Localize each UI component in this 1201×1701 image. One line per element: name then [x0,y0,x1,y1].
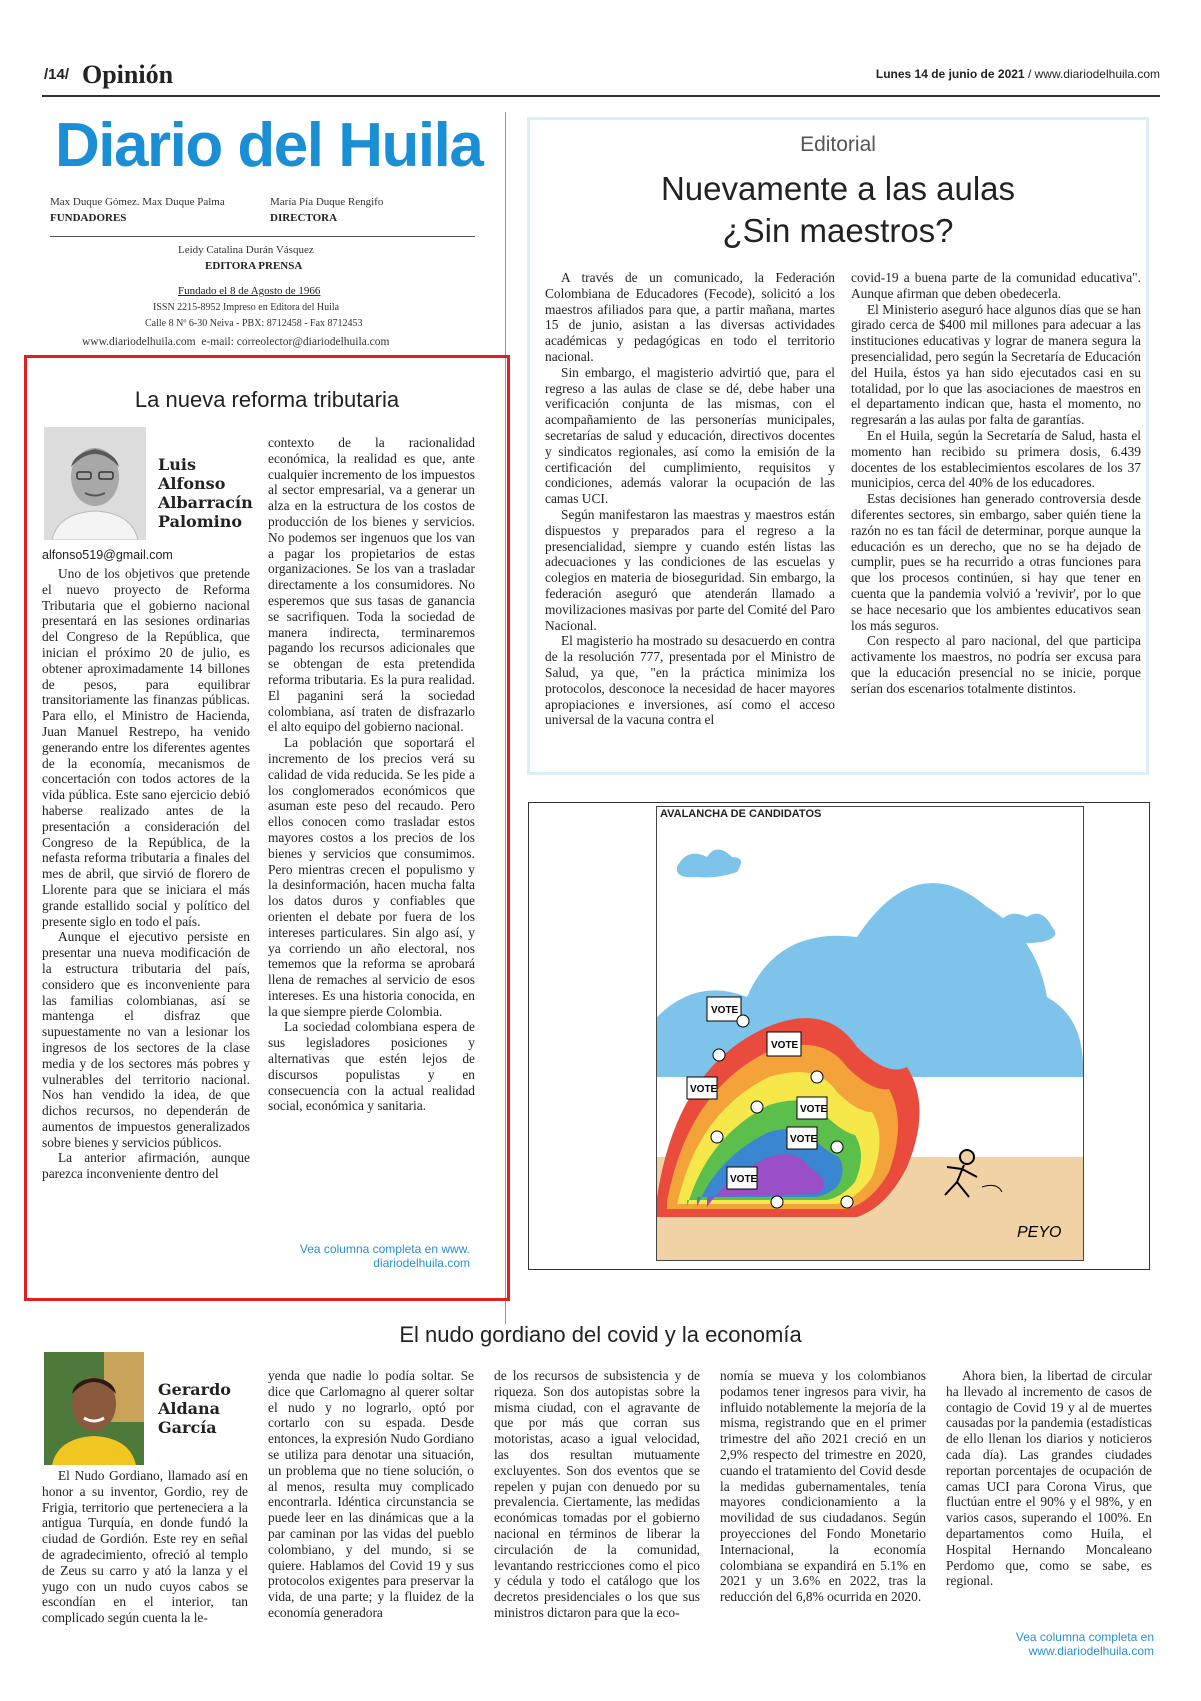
masthead-logo: Diario del Huila [55,111,483,180]
column-more-link[interactable] [250,1242,470,1270]
column-paragraph: La anterior afirmación, aunque parezca inconveniente dentro del [42,1150,250,1182]
editorial-paragraph: En el Huila, según la Secretaría de Salud, hasta el momento han recibido su primera dosis, 6.439 docentes de los establecimientos escolares de los 37 municipios, cerca del 40% de los educadores. [851,427,1141,491]
cartoon-title: AVALANCHA DE CANDIDATOS [660,808,822,820]
address-line: Calle 8 Nº 6-30 Neiva - PBX: 8712458 - Fax 8712453 [145,318,363,329]
column-body-2 [268,435,475,1220]
author-name-line: Gerardo [158,1380,231,1399]
editorial-label: Editorial [800,133,876,156]
author-name-line: Palomino [158,512,243,531]
editorial-paragraph: covid-19 a buena parte de la comunidad educativa". Aunque afirman que deben obedecerla. [851,270,1141,301]
editorial-paragraph: Con respecto al paro nacional, del que participa activamente los maestros, no podría ser excusa para que la educación presencial no se inicie, porque serían dos escenarios totalmente distintos. [851,633,1141,696]
vote-sign: VOTE [711,1005,739,1016]
header-rule [42,95,1160,97]
editor-label: EDITORA PRENSA [205,260,303,272]
more-link-line: Vea columna completa en [1015,1630,1154,1644]
more-link-line: Vea columna completa en www. [299,1242,470,1256]
editorial-title-line1: Nuevamente a las aulas [660,170,1016,207]
article-paragraph: El Nudo Gordiano, llamado así en honor a su inventor, Gordio, rey de Frigia, territorio que perteneciera a la antigua Turquía, en donde fundó la ciudad de Gordión. Este rey en señal de agradecimiento, ofreció al templo de Zeus su carro y ató la lanza y el yugo con un nudo cuyos cabos se escondían en el interior, tan complicado según cuenta la le- [42,1468,248,1626]
editorial-paragraph: Sin embargo, el magisterio advirtió que, para el regreso a las aulas de clase se dé, debe haber una verificación conjunta de las mismas, con el acompañamiento de las personerías municipales, secretarías de salud y educación, directivos docentes y sindicatos regionales, así como la emisión de la certificación del cumplimiento, requisitos y condiciones, además valorar la ocupación de las camas UCI. [545,364,835,507]
article-paragraph: nomía se mueva y los colombianos podamos tener ingresos para vivir, ha influido notablemente la mejoría de la misma, registrando que en el primer trimestre del año 2021 creció en un 2,9% respecto del trimestre en 2020, cuando el tratamiento del Covid desde la medidas gubernamentales, tenía mayores condicionamiento a la movilidad de sus ciudadanos. Según proyecciones del Fondo Monetario Internacional, la economía colombiana se expandirá en 5.1% en 2021 y un 3.6% en 2022, tras la reducción del 6,8% ocurrida en 2020. [720,1368,926,1605]
author-name [158,455,253,531]
bottom-article-column-4 [720,1368,926,1673]
vote-sign: VOTE [800,1104,828,1115]
author-photo [44,1352,144,1465]
masthead-rule [50,236,475,237]
author-portrait-icon [44,1352,144,1465]
vote-sign: VOTE [730,1174,758,1185]
editorial-title [527,168,1149,252]
editorial-paragraph: Estas decisiones han generado controversia desde diferentes sectores, sin embargo, saber quién tiene la razón no es tan fácil de determinar, porque aunque la educación es un derecho, que no se ha dejado de cumplir, pues se ha recurrido a otras funciones para que los procesos continúen, si hay que tener en cuenta que la pandemia volvió a 'revivir', por lo que se hace necesario que los ambientes educativos sean los más seguros. [851,491,1141,633]
more-link-line: www.diariodelhuila.com [1028,1644,1154,1658]
masthead-contact [82,336,389,348]
editorial-paragraph: El magisterio ha mostrado su desacuerdo en contra de la resolución 777, presentada por el Ministro de Salud, ya que, "en la práctica minimiza los protocolos, desconoce la necesidad de hacer mayores apropiaciones e inversiones, así como el acceso universal de la vacuna contra el [545,633,835,728]
vote-sign: VOTE [771,1040,799,1051]
vote-sign: VOTE [790,1134,818,1145]
author-name-line: Albarracín [158,493,253,512]
masthead-web-link[interactable]: www.diariodelhuila.com [82,336,196,348]
article-paragraph: yenda que nadie lo podía soltar. Se dice que Carlomagno al querer soltar el nudo y no lograrlo, optó por cortarlo con su espada. Desde entonces, la expresión Nudo Gordiano se utiliza para denotar una situación, un problema que no tiene solución, o al menos, resulta muy complicado encontrarla. Idéntica circunstancia se puede leer en las dinámicas que a la par caminan por las vidas del pueblo colombiano, y del mundo, si se quiere. Hablamos del Covid 19 y sus protocolos exigentes para preservar la vida, de una parte; y la fluidez de la economía generadora [268,1368,474,1620]
bottom-article-column-2 [268,1368,474,1673]
issn-line: ISSN 2215-8952 Impreso en Editora del Huila [153,302,340,313]
article-paragraph: Ahora bien, la libertad de circular ha llevado al incremento de casos de contagio de Covid 19 y al de muertes causadas por la pandemia (estadísticas de ello llenan los diarios y noticieros cada día). Las grandes ciudades reportan porcentajes de ocupación de camas UCI para Corona Virus, que fluctúan entre el 90% y el 98%, y en varios casos, superando el 100%. En departamentos como Huila, el Hospital Hernando Moncaleano Perdomo que, como se sabe, es regional. [946,1368,1152,1589]
founders-label: FUNDADORES [50,212,127,224]
bottom-more-link[interactable] [946,1630,1154,1658]
column-paragraph: Uno de los objetivos que pretende el nuevo proyecto de Reforma Tributaria que el gobierno nacional presentará en las sesiones ordinarias del Congreso de la República, que inician el próximo 20 de julio, es obtener aproximadamente 14 billones de pesos, para equilibrar transitoriamente las finanzas públicas. Para ello, el Ministro de Hacienda, Juan Manuel Restrepo, ha venido generando entre los diferentes agentes de la economía, mecanismos de concertación con todos actores de la vida pública. Este sano ejercicio debió haberse realizado antes de la presentación a consideración del Congreso de la República, de la nefasta reforma tributaria a finales del mes de abril, que sirvió de florero de Llorente para que se iniciara el más grande estallido social y político del presente siglo en todo el país. [42,566,250,929]
vote-sign: VOTE [690,1084,718,1095]
cartoon-illustration [657,807,1083,1260]
editorial-column-1 [545,270,835,755]
column-paragraph: La sociedad colombiana espera de sus legisladores posiciones y alternativas que estén lejos de discursos populistas y en consecuencia con la actual realidad social, económica y sanitaria. [268,1019,475,1114]
director-name: María Pía Duque Rengifo [270,196,384,208]
author-email-link[interactable]: alfonso519@gmail.com [42,548,173,562]
bottom-article-column-1 [42,1468,248,1673]
editor-name: Leidy Catalina Durán Vásquez [178,244,314,256]
masthead-email-link[interactable]: e-mail: correolector@diariodelhuila.com [201,336,390,348]
author-name-line: Luis [158,455,196,474]
article-paragraph: de los recursos de subsistencia y de riqueza. Son dos autopistas sobre la misma ciudad, con el agravante de que por más que corran sus motoristas, acaso a igual velocidad, las dos resultan mutuamente excluyentes. Son dos eventos que se repelen y pujan con denuedo por su prevalencia. Ciertamente, las medidas económicas tomadas por el gobierno nacional en términos de liberar la circulación de la comunidad, levantando restricciones como el pico y cédula y todo el catálogo que los decretos presidenciales o los que sus ministros dictaron para que la eco- [494,1368,700,1620]
section-title: Opinión [82,60,174,89]
editorial-paragraph: El Ministerio aseguró hace algunos días que se han girado cerca de $400 mil millones para adecuar a las instituciones educativas y lograr de manera segura la presencialidad, pero según la Secretaría de Educación del Huila, éstos ya han sido ejecutados casi en su totalidad, por lo que las asociaciones de maestros en el departamento indican que, hasta el momento, no regresarán a las aulas por falta de garantías. [851,301,1141,428]
editorial-paragraph: Según manifestaron las maestras y maestros están dispuestos y preparados para el regreso a la presencialidad, siempre y cuando estén listas las adecuaciones y las condiciones de las escuelas y colegios en materia de bioseguridad. Sin embargo, la federación aseguró que atenderán llamado a movilizaciones masivas por parte del Comité del Paro Nacional. [545,506,835,633]
editorial-title-line2: ¿Sin maestros? [722,212,954,249]
editorial-column-2 [851,270,1141,755]
bottom-article-column-3 [494,1368,700,1673]
more-link-line: diariodelhuila.com [373,1256,470,1270]
site-url: / www.diariodelhuila.com [1027,67,1160,81]
bottom-article-title: El nudo gordiano del covid y la economía [399,1322,802,1347]
founders-names: Max Duque Gómez. Max Duque Palma [50,196,225,208]
author-photo [44,427,146,540]
column-paragraph: contexto de la racionalidad económica, la realidad es que, ante cualquier incremento de los impuestos al sector empresarial, va a generar un alza en la estructura de los costos de producción de los bienes y servicios. No podemos ser ingenuos que los van a pagar los propietarios de estas organizaciones. Se los van a trasladar directamente a los consumidores. No esperemos que sus tasas de ganancia se sacrifiquen. Toda la sociedad de manera indirecta, terminaremos pagando los recursos adicionales que se obtengan de esta pretendida reforma tributaria. Es la pura realidad. El paganini será la sociedad colombiana, así traten de disfrazarlo el alto equipo del gobierno nacional. [268,435,475,735]
author-name [158,1380,231,1437]
column-paragraph: Aunque el ejecutivo persiste en presentar una nueva modificación de la estructura tributaria del país, considero que es inconveniente para las familias colombianas, así se mantenga el disfraz que supuestamente no van a lesionar los ingresos de los sectores de la clase media y de los sectores más pobres y vulnerables del territorio nacional. Nos han vendido la idea, de que dichos recursos, no dependerán de aumentos de impuestos generalizados sobre bienes y servicios públicos. [42,929,250,1150]
column-paragraph: La población que soportará el incremento de los precios verá su calidad de vida reducida. Se les pide a los conglomerados económicos que asuman este peso del recaudo. Pero ellos conocen como trasladar estos mayores costos a los precios de los bienes y servicios que consumimos. Pero mientras crecen el populismo y la desinformación, hacen mucha falta los datos duros y confiables que orienten el debate por fuera de los intereses particulares. Sin algo así, y ya corriendo un año electoral, nos tememos que la reforma se aprobará llena de remaches al servicio de esos intereses. Es una historia conocida, en la que siempre pierde Colombia. [268,735,475,1019]
column-title: La nueva reforma tributaria [134,387,400,412]
author-portrait-icon [44,427,146,540]
bottom-article-column-5 [946,1368,1152,1620]
author-name-line: Aldana [158,1399,221,1418]
dateline [876,67,1160,81]
director-label: DIRECTORA [270,212,338,224]
author-name-line: García [158,1418,217,1437]
issue-date: Lunes 14 de junio de 2021 [875,67,1025,81]
editorial-paragraph: A través de un comunicado, la Federación Colombiana de Educadores (Fecode), solicitó a los maestros afiliados para que, a partir mañana, martes 15 de junio, asistan a las diversas actividades académicas y pedagógicas en todo el territorio nacional. [545,270,835,364]
column-body-1 [42,566,250,1266]
cartoon-signature: PEYO [1017,1224,1062,1241]
page-number: /14/ [44,66,70,83]
cartoon-panel [656,806,1084,1261]
author-name-line: Alfonso [158,474,226,493]
founded-date: Fundado el 8 de Agosto de 1966 [178,285,321,297]
